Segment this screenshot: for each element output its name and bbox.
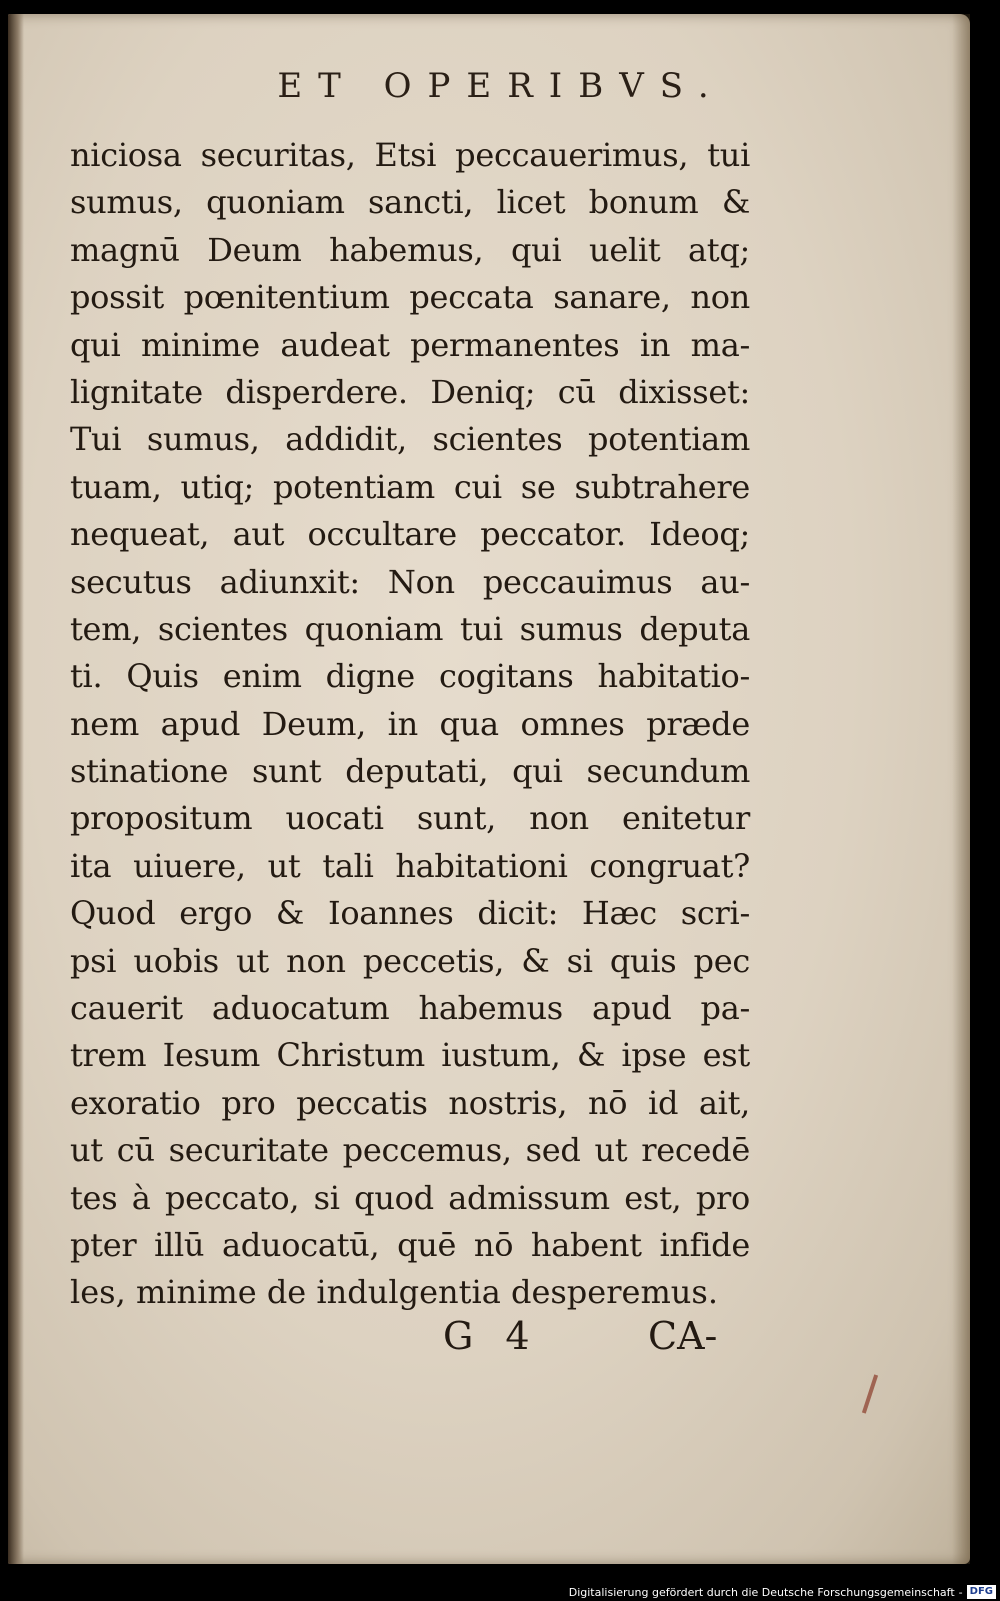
book-page: [8, 14, 970, 1564]
ink-mark: [862, 1374, 878, 1413]
text-line: magnū Deum habemus, qui uelit atq;: [70, 230, 750, 269]
text-line: nem apud Deum, in qua omnes præde: [70, 704, 750, 743]
text-line: ti. Quis enim digne cogitans habitatio-: [70, 657, 750, 696]
text-line: Tui sumus, addidit, scientes potentiam: [70, 420, 750, 459]
text-line: lignitate disperdere. Deniq; cū dixisset:: [70, 372, 750, 411]
text-line: tes à peccato, si quod admissum est, pro: [70, 1178, 750, 1217]
text-line: qui minime audeat permanentes in ma-: [70, 325, 750, 364]
text-line: psi uobis ut non peccetis, & si quis pec: [70, 941, 750, 980]
text-line: sumus, quoniam sancti, licet bonum &: [70, 183, 750, 222]
text-line: possit pœnitentium peccata sanare, non: [70, 278, 750, 317]
running-head: ET OPERIBVS.: [277, 66, 725, 106]
text-line: stinatione sunt deputati, qui secundum: [70, 752, 750, 791]
text-line: ut cū securitate peccemus, sed ut recedē: [70, 1131, 750, 1170]
text-line: ita uiuere, ut tali habitationi congruat?: [70, 846, 750, 885]
digitization-credit: Digitalisierung gefördert durch die Deutsche Forschungsgemeinschaft - DFG: [569, 1585, 996, 1599]
text-line: cauerit aduocatum habemus apud pa-: [70, 989, 750, 1028]
signature-mark: G 4: [443, 1314, 540, 1358]
text-line: tuam, utiq; potentiam cui se subtrahere: [70, 467, 750, 506]
text-line: tem, scientes quoniam tui sumus deputa: [70, 609, 750, 648]
body-text: [70, 132, 750, 1317]
text-line: trem Iesum Christum iustum, & ipse est: [70, 1036, 750, 1075]
catchword: CA-: [648, 1314, 718, 1358]
credit-text: Digitalisierung gefördert durch die Deutsche Forschungsgemeinschaft: [568, 1585, 955, 1599]
text-line: nequeat, aut occultare peccator. Ideoq;: [70, 515, 750, 554]
dfg-logo: DFG: [967, 1585, 996, 1599]
text-line: Quod ergo & Ioannes dicit: Hæc scri-: [70, 894, 750, 933]
text-line: secutus adiunxit: Non peccauimus au-: [70, 562, 750, 601]
text-line: pter illū aduocatū, quē nō habent infide: [70, 1225, 750, 1264]
page-foot: [8, 1314, 970, 1364]
text-line: niciosa securitas, Etsi peccauerimus, tui: [70, 136, 750, 174]
text-line: propositum uocati sunt, non enitetur: [70, 799, 750, 838]
text-line: les, minime de indulgentia desperemus.: [70, 1273, 718, 1312]
text-line: exoratio pro peccatis nostris, nō id ait,: [70, 1083, 750, 1122]
